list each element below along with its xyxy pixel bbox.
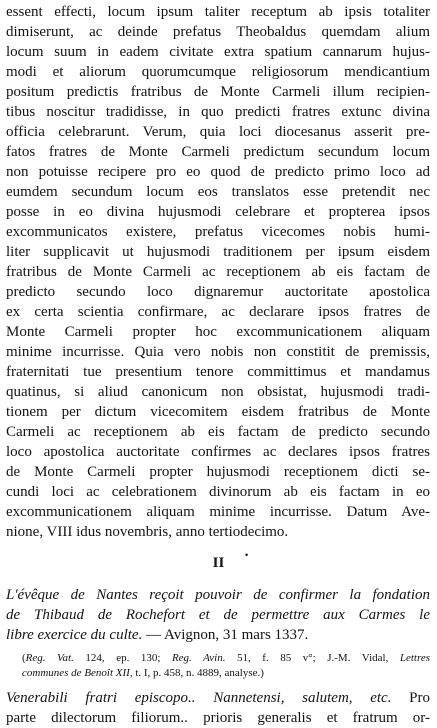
- summary-line: L'évêque de Nantes reçoit pouvoir de confirmer la fondation: [6, 587, 430, 603]
- text-line: predicto secundo loco dignaremur auctoritate apostolica: [6, 284, 430, 300]
- summary-line: [6, 625, 430, 645]
- text-line: minime incurrisse. Quia vero nobis non constitit de premissis,: [6, 344, 430, 360]
- text-line: de Monte Carmeli propter hujusmodi receptionem dicti se-: [6, 464, 430, 480]
- text-line: fratribus de Monte Carmeli ac receptionem ab eis factam de: [6, 264, 430, 280]
- text-line: nione, VIII idus novembris, anno tertiodecimo.: [6, 524, 289, 540]
- text-line: locum suum in eadem civitate extra spatium cannarum hujus-: [6, 44, 430, 60]
- reference-text: t. I, p. 458, n. 4889, analyse.): [132, 667, 264, 679]
- text-line: fatos fratres de Monte Carmeli predictum secundum locum: [6, 144, 430, 160]
- heading-numeral: II: [212, 555, 225, 571]
- text-line: ex certa scientia confirmare, ac declarare ipsos fratres de: [6, 304, 430, 320]
- text-line: cundi loci ac celebrationem divinorum ab eis factam in eo: [6, 484, 430, 500]
- text-line: [6, 688, 430, 708]
- text-line: Carmeli ac receptionem ab eis factam de predicto secundo: [6, 424, 430, 440]
- text-line: fraternitati tue presentium tenore committimus et mandamus: [6, 364, 430, 380]
- text-line: positum predictis fratribus de Monte Carmeli illum recipien-: [6, 84, 430, 100]
- summary-date: — Avignon, 31 mars 1337.: [142, 627, 309, 643]
- text-line: essent effecti, locum ipsum taliter receptum ab ipsis totaliter: [6, 4, 430, 20]
- text-line: excommunicationem aliquam minime incurrisse. Datum Ave-: [6, 504, 430, 520]
- section-heading: [0, 550, 437, 573]
- reference-text: (: [22, 652, 26, 664]
- letter-salutation: Venerabili fratri episcopo.. Nannetensi, salutem, etc.: [6, 690, 392, 706]
- reference-text: Reg. Vat.: [25, 652, 74, 664]
- reference-text: 51, f. 85 v°; J.-M. Vidal,: [225, 652, 400, 664]
- reference-text: 124, ep. 130;: [73, 652, 172, 664]
- text-line: non potuisse recipere pro eo quod de predicto primo loco ad: [6, 164, 430, 180]
- reference-text: Lettres: [399, 652, 430, 664]
- text-line: liter supplicavit ut hujusmodi traditionem per ipsum eisdem: [6, 244, 430, 260]
- text-line: modi et aliorum quorumcumque religiosorum mendicantium: [6, 64, 430, 80]
- text-line: quatinus, si aliud canonicum non obsistat, hujusmodi tradi-: [6, 384, 430, 400]
- text-line: parte dilectorum filiorum.. prioris generalis et fratrum or-: [6, 710, 430, 726]
- text-line: posse in eo divina hujusmodi celebrare et propterea ipsos: [6, 204, 430, 220]
- text-line: loco apostolica auctoritate confirmes ac declares ipsos fratres: [6, 444, 430, 460]
- text-line: dimiserunt, ac deinde prefatus Theobaldus quemdam alium: [6, 24, 430, 40]
- text-line: excommunicatos existere, prefatus vicecomes nobis humi-: [6, 224, 430, 240]
- reference-text: Reg. Avin.: [171, 652, 226, 664]
- reference-line: [22, 651, 430, 666]
- text-line: eumdem secundum locum eos translatos esse pretendit nec: [6, 184, 430, 200]
- heading-mark: •: [245, 550, 249, 560]
- summary-line: de Thibaud de Rochefort et de permettre aux Carmes le: [6, 607, 430, 623]
- text-line: officia celebrarunt. Verum, quia loci diocesanus asserit pre-: [6, 124, 430, 140]
- letter-text: Pro: [391, 690, 430, 706]
- text-line: tibus noscitur tradidisse, in quo predicti fratres extunc divina: [6, 104, 430, 120]
- summary-italic-text: libre exercice du culte.: [6, 627, 143, 643]
- text-line: tionem per dictum vicecomitem eisdem fratribus de Monte: [6, 404, 430, 420]
- text-line: Monte Carmeli propter hoc excommunicationem aliquam: [6, 324, 430, 340]
- reference-text: communes de Benoît XII,: [22, 667, 133, 679]
- reference-line: [22, 666, 430, 681]
